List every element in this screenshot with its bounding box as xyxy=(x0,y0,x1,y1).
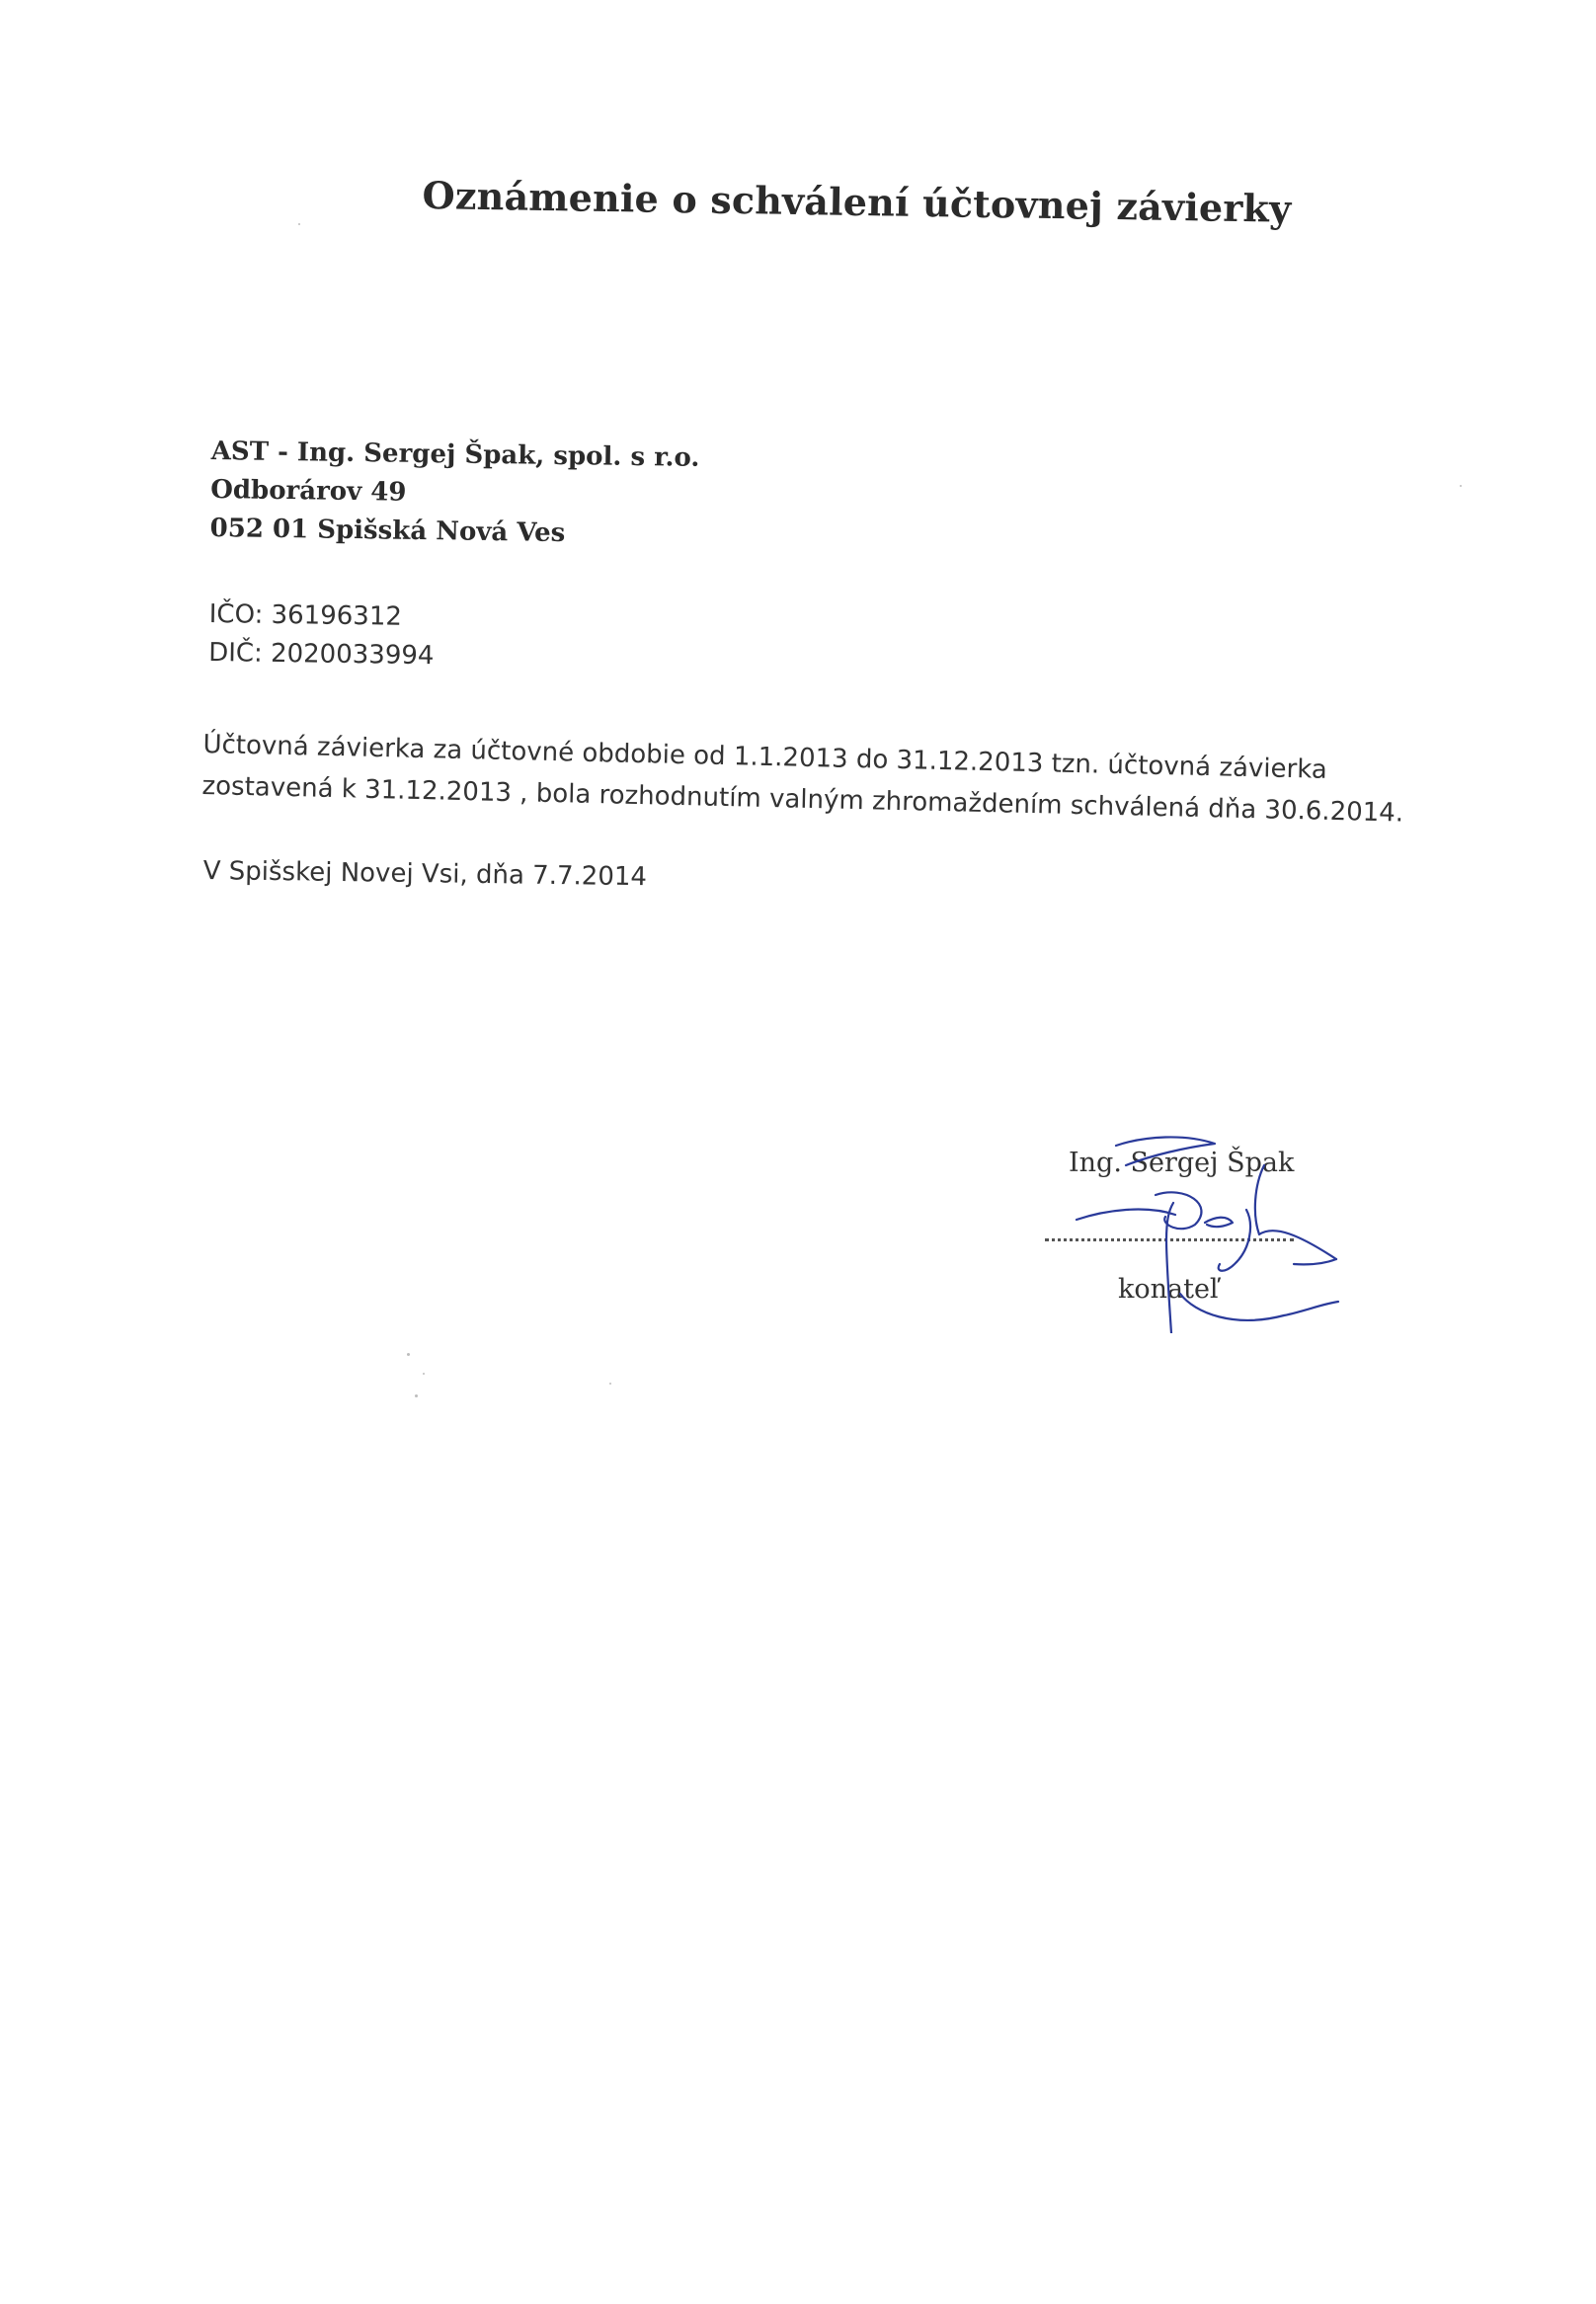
ico-line: IČO: 36196312 xyxy=(208,598,403,632)
scan-speck xyxy=(415,1394,418,1397)
scan-speck xyxy=(1460,485,1462,487)
document-title: Oznámenie o schválení účtovnej závierky xyxy=(422,173,1292,231)
place-and-date: V Spišskej Novej Vsi, dňa 7.7.2014 xyxy=(202,855,648,893)
company-name: AST - Ing. Sergej Špak, spol. s r.o. xyxy=(210,436,700,473)
company-city: 052 01 Spišská Nová Ves xyxy=(209,513,566,549)
scan-speck xyxy=(423,1373,425,1375)
dic-line: DIČ: 2020033994 xyxy=(207,637,435,672)
handwritten-signature xyxy=(1057,1126,1353,1333)
company-street: Odborárov 49 xyxy=(209,474,407,508)
signatory-name: Ing. Sergej Špak xyxy=(1069,1148,1295,1178)
scan-speck xyxy=(298,223,300,225)
approval-statement xyxy=(201,724,1404,834)
signatory-role: konateľ xyxy=(1118,1274,1219,1305)
company-address-block xyxy=(209,433,699,555)
approval-statement-line-2: zostavená k 31.12.2013 , bola rozhodnutím valným zhromaždením schválená dňa 30.6.2014. xyxy=(201,770,1404,829)
scan-speck xyxy=(609,1383,611,1385)
scan-speck xyxy=(407,1353,410,1356)
company-ids-block xyxy=(208,596,435,675)
approval-statement-line-1: Účtovná závierka za účtovné obdobie od 1.1.2013 do 31.12.2013 tzn. účtovná závierka xyxy=(202,729,1328,785)
